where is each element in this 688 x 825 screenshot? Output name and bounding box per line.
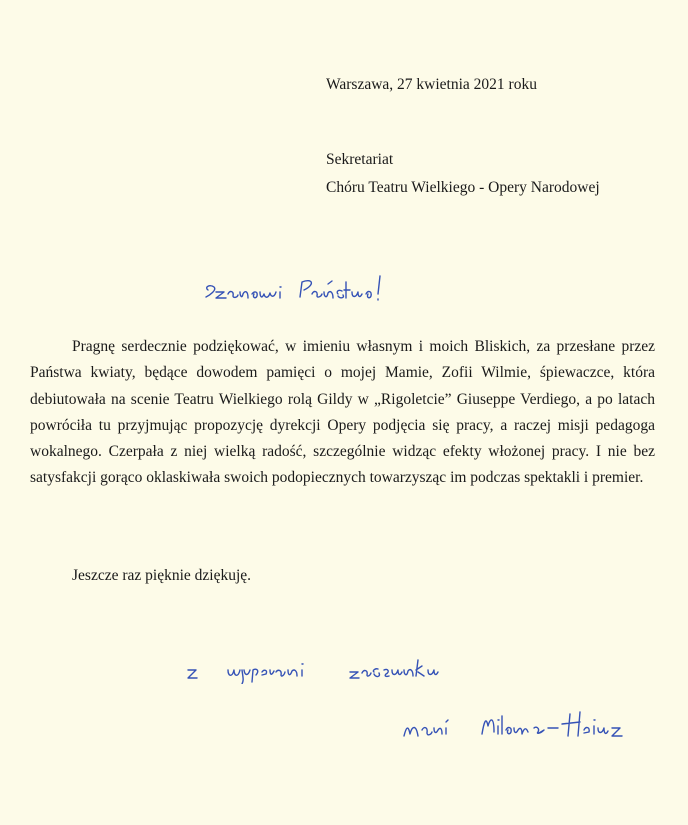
- handwritten-salutation: [200, 270, 450, 310]
- handwritten-signature: [398, 706, 650, 746]
- dateline: Warszawa, 27 kwietnia 2021 roku: [326, 76, 537, 93]
- addressee-line-2: Chóru Teatru Wielkiego - Opery Narodowej: [326, 179, 600, 196]
- closing-thanks: Jeszcze raz pięknie dziękuję.: [72, 567, 252, 584]
- letter-body: Pragnę serdecznie podziękować, w imieniu własnym i moich Bliskich, za przesłane przez Państwa kwiaty, będące dowodem pamięci o mojej Mamie, Zofii Wilmie, śpiewaczce, która debiutowała na scenie Teatru Wielkiego rolą Gildy w „Rigoletcie” Giuseppe Verdiego, a po latach powróciła tu przyjmując propozycję dyrekcji Opery podjęcia się pracy, a raczej misji pedagoga wokalnego. Czerpała z niej wielką radość, szczególnie widząc efekty włożonej pracy. I nie bez satysfakcji gorąco oklaskiwała swoich podopiecznych towarzysząc im podczas spektakli i premier.: [30, 338, 655, 487]
- addressee-line-1: Sekretariat: [326, 151, 394, 168]
- handwritten-closing: [180, 648, 490, 684]
- addressee-block: [326, 146, 600, 202]
